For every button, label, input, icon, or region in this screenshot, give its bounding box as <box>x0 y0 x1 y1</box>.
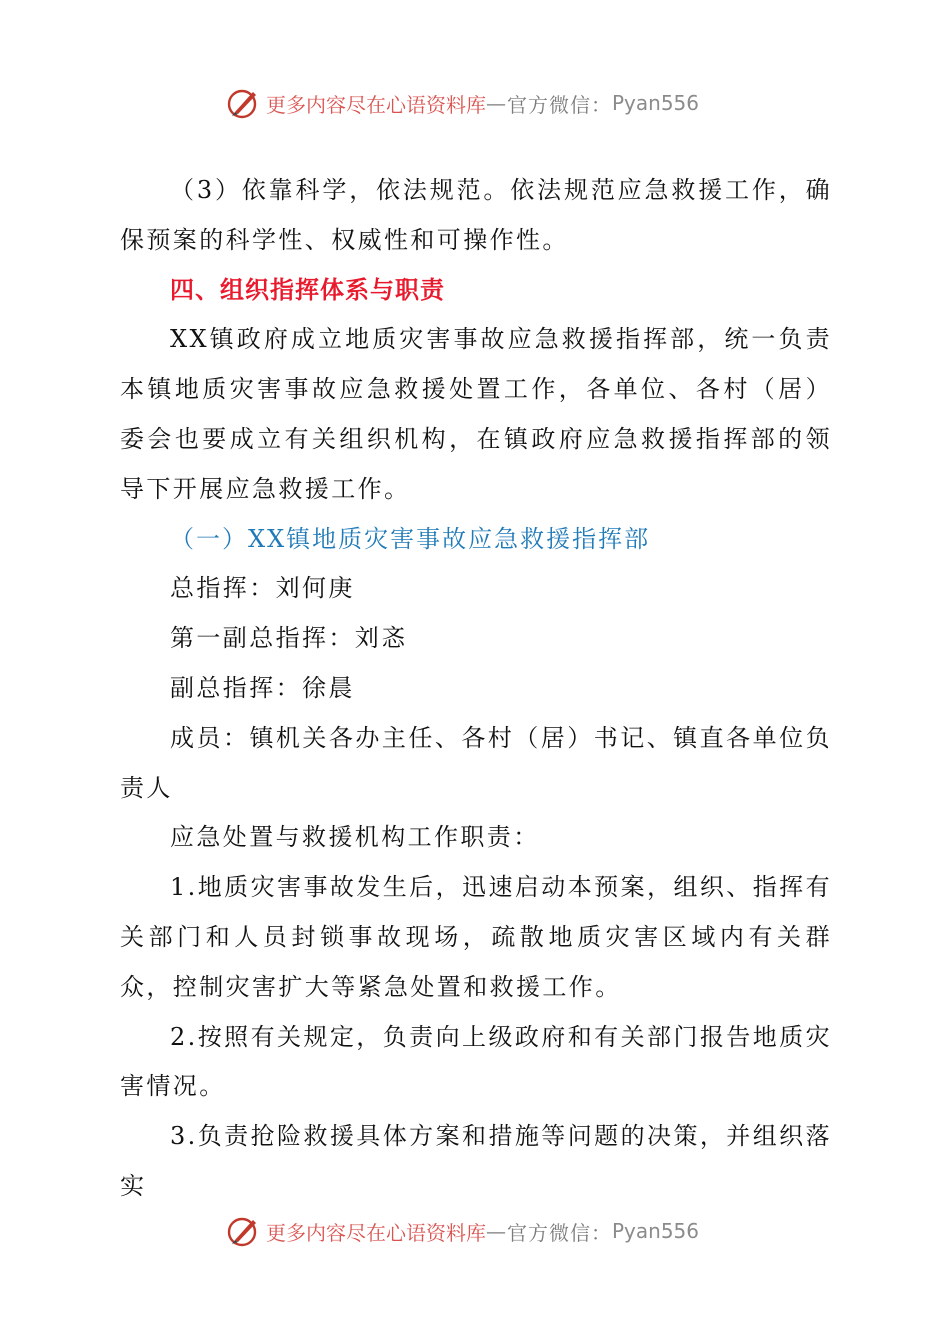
deputy-line: 副总指挥：徐晨 <box>170 673 355 702</box>
duty-item-3: 3.负责抢险救援具体方案和措施等问题的决策，并组织落实 <box>120 1122 832 1200</box>
section-heading-4: 四、组织指挥体系与职责 <box>170 275 445 304</box>
duty-item-2: 2.按照有关规定，负责向上级政府和有关部门报告地质灾害情况。 <box>120 1022 832 1101</box>
banner-wechat-id: Pyan556 <box>612 91 700 115</box>
footer-banner <box>226 1214 699 1248</box>
banner-separator: — <box>486 91 507 115</box>
header-banner <box>226 86 699 120</box>
members-line: 成员：镇机关各办主任、各村（居）书记、镇直各单位负责人 <box>120 723 832 802</box>
commander-line: 总指挥：刘何庚 <box>170 574 355 603</box>
document-body <box>120 166 832 1212</box>
section-4-intro: XX镇政府成立地质灾害事故应急救援指挥部，统一负责本镇地质灾害事故应急救援处置工作，各单位、各村（居）委会也要成立有关组织机构，在镇政府应急救援指挥部的领导下开展应急救援工作。 <box>120 325 832 503</box>
banner-main-text: 更多内容尽在心语资料库 <box>266 1220 486 1245</box>
pen-logo-icon <box>226 1214 260 1248</box>
duty-item-1: 1.地质灾害事故发生后，迅速启动本预案，组织、指挥有关部门和人员封锁事故现场，疏散地质灾害区域内有关群众，控制灾害扩大等紧急处置和救援工作。 <box>120 873 832 1001</box>
banner-separator: — <box>486 1219 507 1243</box>
banner-sub-text: 官方微信： <box>507 92 612 117</box>
pen-logo-icon <box>226 86 260 120</box>
banner-sub-text: 官方微信： <box>507 1220 612 1245</box>
first-deputy-line: 第一副总指挥：刘忞 <box>170 624 408 653</box>
paragraph-principle-3: （3）依靠科学，依法规范。依法规范应急救援工作，确保预案的科学性、权威性和可操作性。 <box>120 176 832 254</box>
banner-main-text: 更多内容尽在心语资料库 <box>266 92 486 117</box>
subsection-heading-1: （一）XX镇地质灾害事故应急救援指挥部 <box>170 524 651 553</box>
banner-wechat-id: Pyan556 <box>612 1219 700 1243</box>
duties-intro: 应急处置与救援机构工作职责： <box>170 823 540 852</box>
